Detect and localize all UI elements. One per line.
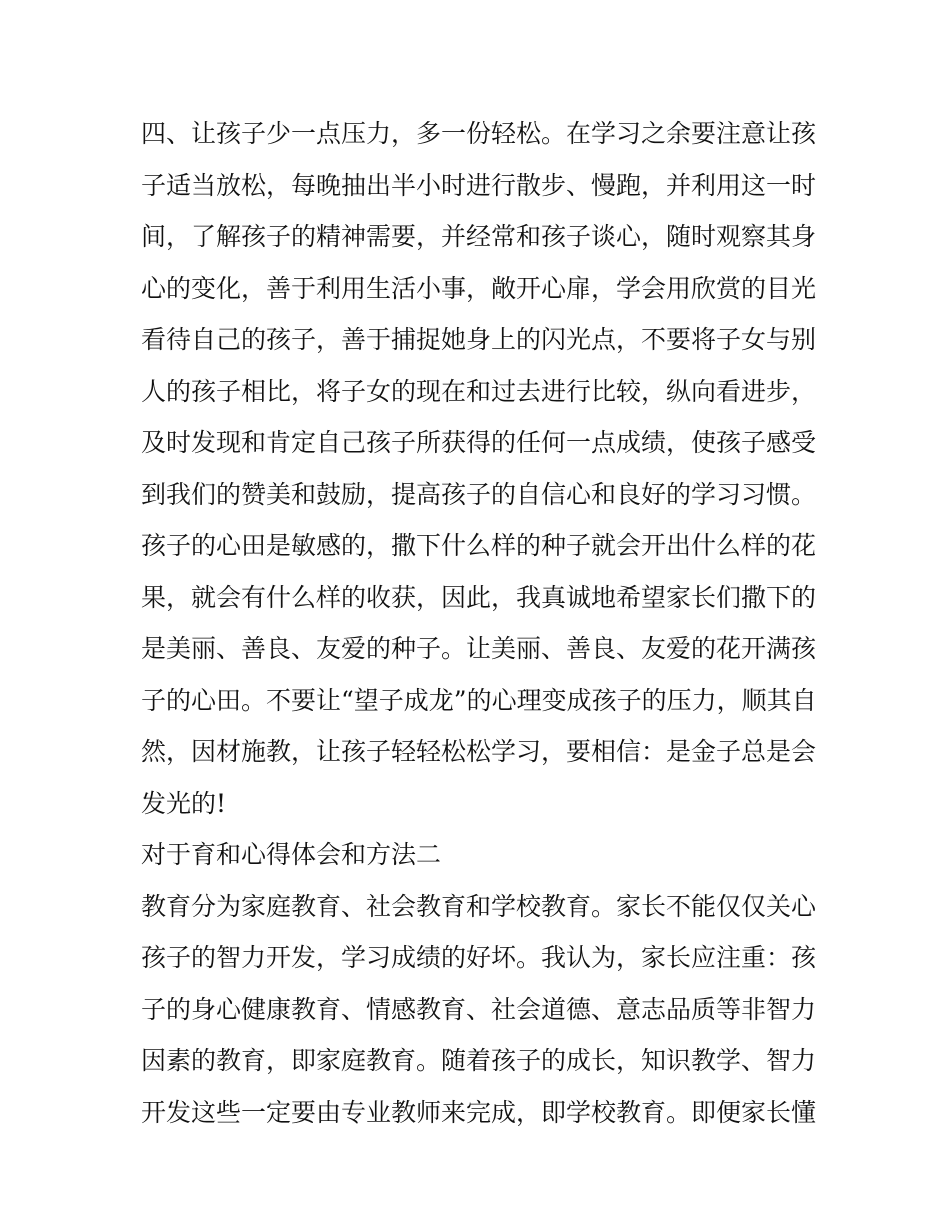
text-line: 及时发现和肯定自己孩子所获得的任何一点成绩，使孩子感受	[141, 428, 817, 457]
text-line: 然，因材施教，让孩子轻轻松松学习，要相信：是金子总是会	[141, 737, 817, 766]
text-line: 果，就会有什么样的收获，因此，我真诚地希望家长们撒下的	[141, 582, 817, 612]
text-line: 教育分为家庭教育、社会教育和学校教育。家长不能仅仅关心	[141, 891, 817, 921]
body-text	[141, 108, 821, 1138]
text-line: 子适当放松，每晚抽出半小时进行散步、慢跑，并利用这一时	[141, 170, 817, 200]
text-line: 到我们的赞美和鼓励，提高孩子的自信心和良好的学习习惯。	[141, 479, 817, 509]
text-line: 开发这些一定要由专业教师来完成，即学校教育。即便家长懂	[141, 1097, 817, 1127]
section-heading: 对于育和心得体会和方法二	[141, 840, 442, 869]
text-line: 是美丽、善良、友爱的种子。让美丽、善良、友爱的花开满孩	[141, 634, 817, 663]
text-line: 人的孩子相比，将子女的现在和过去进行比较，纵向看进步，	[141, 376, 817, 406]
text-line: 间，了解孩子的精神需要，并经常和孩子谈心，随时观察其身	[141, 222, 817, 251]
text-line: 因素的教育，即家庭教育。随着孩子的成长，知识教学、智力	[141, 1046, 817, 1075]
text-line: 孩子的心田是敏感的，撒下什么样的种子就会开出什么样的花	[141, 531, 817, 560]
text-line: 发光的!	[141, 788, 227, 818]
text-line: 子的心田。不要让“望子成龙”的心理变成孩子的压力，顺其自	[141, 685, 817, 715]
text-line: 子的身心健康教育、情感教育、社会道德、意志品质等非智力	[141, 994, 817, 1024]
text-line: 心的变化，善于利用生活小事，敞开心扉，学会用欣赏的目光	[141, 273, 817, 303]
text-line: 孩子的智力开发，学习成绩的好坏。我认为，家长应注重：孩	[141, 943, 817, 972]
text-line: 四、让孩子少一点压力，多一份轻松。在学习之余要注意让孩	[141, 119, 817, 148]
text-line: 看待自己的孩子，善于捕捉她身上的闪光点，不要将子女与别	[141, 325, 817, 354]
